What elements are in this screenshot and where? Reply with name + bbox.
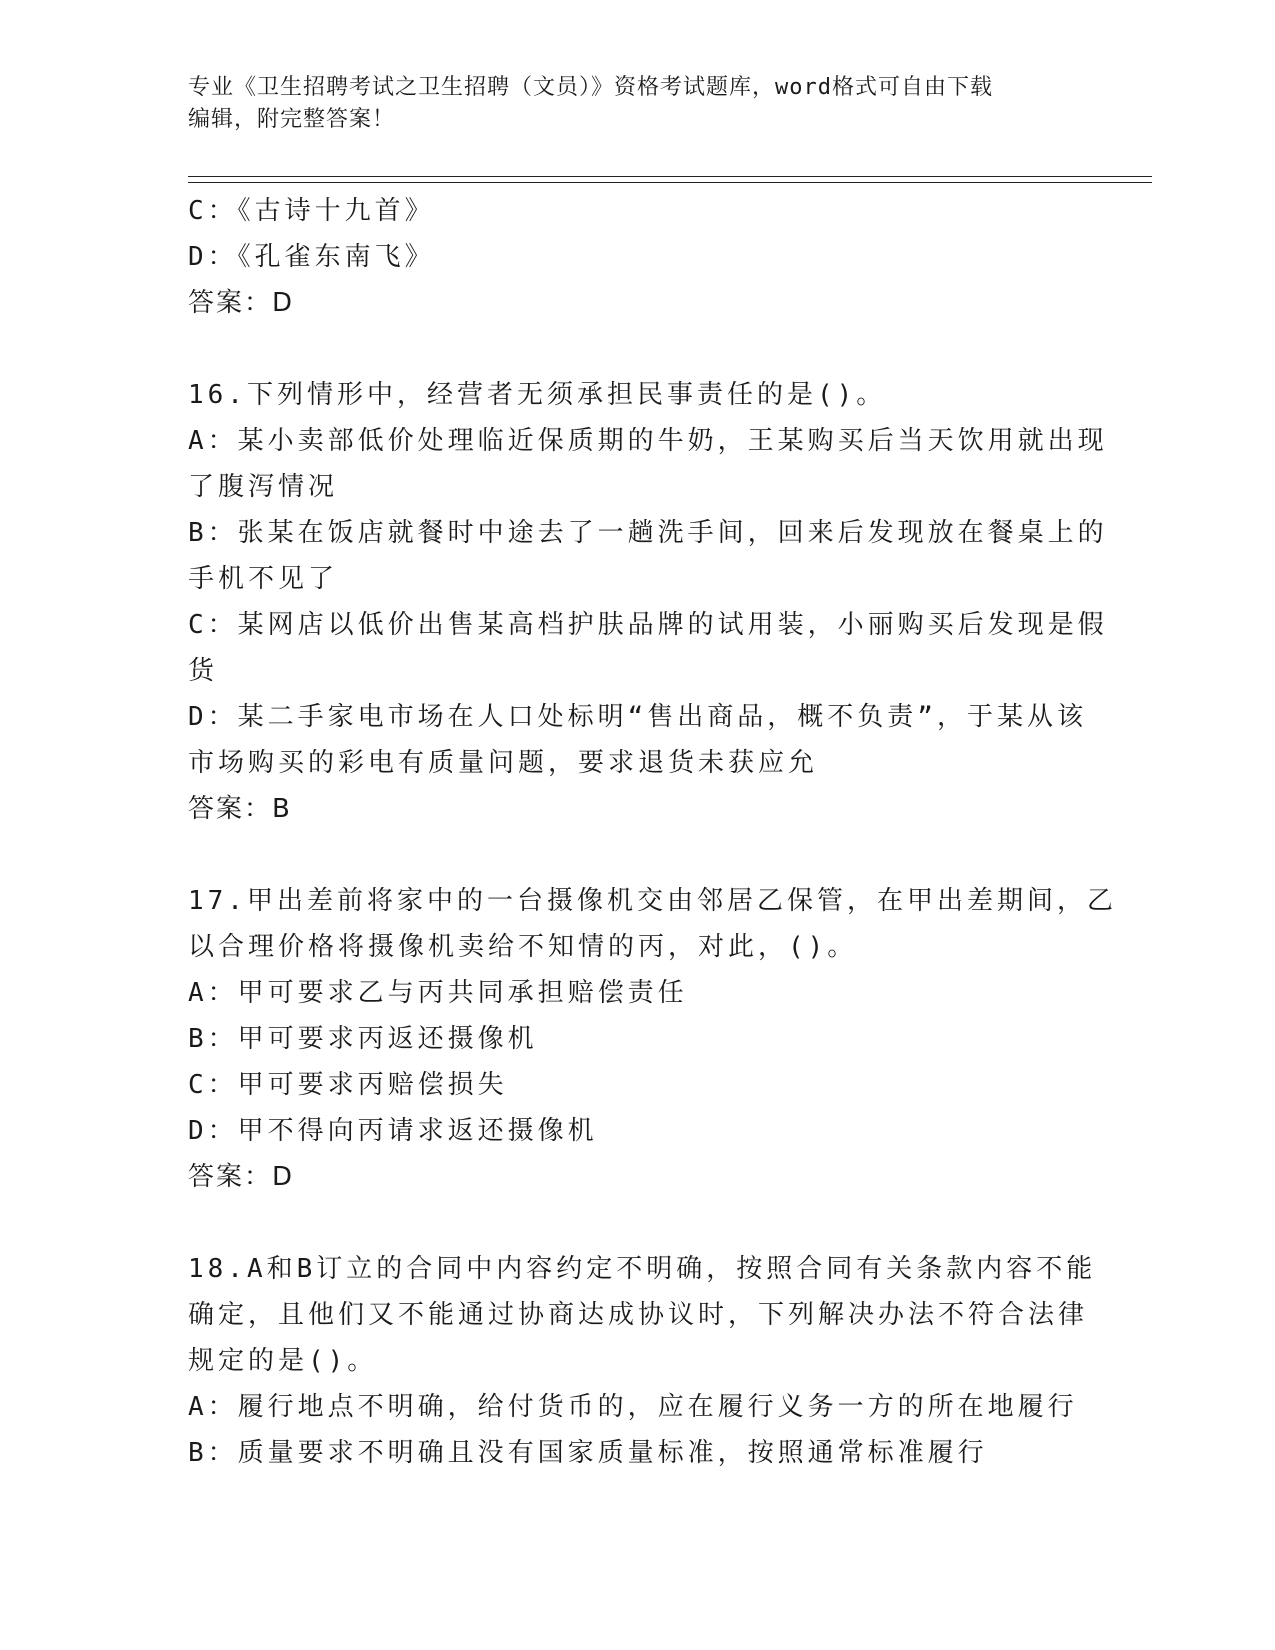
header-line-1: 专业《卫生招聘考试之卫生招聘（文员）》资格考试题库，word格式可自由下载 [188,75,993,100]
question-18 [188,1246,1097,1476]
spacer [188,326,1088,372]
question-16-option-b-cont: 手机不见了 [188,564,339,594]
question-18-option-b: B：质量要求不明确且没有国家质量标准，按照通常标准履行 [188,1438,988,1468]
question-16-option-a: A：某小卖部低价处理临近保质期的牛奶，王某购买后当天饮用就出现 [188,426,1108,456]
question-17-option-a: A：甲可要求乙与丙共同承担赔偿责任 [188,978,688,1008]
question-17-stem: 17.甲出差前将家中的一台摄像机交由邻居乙保管，在甲出差期间，乙 [188,886,1117,916]
header-line-2: 编辑，附完整答案！ [188,107,396,132]
question-16-answer: 答案：B [188,794,292,824]
spacer [188,832,1088,878]
document-header [188,72,1088,136]
question-15-option-c: C：《古诗十九首》 [188,196,435,226]
question-17-option-b: B：甲可要求丙返还摄像机 [188,1024,538,1054]
question-15-option-d: D：《孔雀东南飞》 [188,242,435,272]
question-16-stem: 16.下列情形中，经营者无须承担民事责任的是()。 [188,380,887,410]
question-16-option-d: D：某二手家电市场在人口处标明“售出商品，概不负责”，于某从该 [188,702,1087,732]
question-17-option-d: D：甲不得向丙请求返还摄像机 [188,1116,598,1146]
question-16-option-c: C：某网店以低价出售某高档护肤品牌的试用装，小丽购买后发现是假 [188,610,1108,640]
header-divider-top [188,176,1152,177]
question-18-stem: 18.A和B订立的合同中内容约定不明确，按照合同有关条款内容不能 [188,1254,1097,1284]
spacer [188,1200,1088,1246]
question-16-option-a-cont: 了腹泻情况 [188,472,339,502]
question-18-stem-cont-2: 规定的是()。 [188,1346,378,1376]
question-17 [188,878,1117,1200]
question-18-option-a: A：履行地点不明确，给付货币的，应在履行义务一方的所在地履行 [188,1392,1078,1422]
question-15-tail [188,188,1088,326]
question-16-option-d-cont: 市场购买的彩电有质量问题，要求退货未获应允 [188,748,819,778]
question-content [188,188,1117,1476]
question-16-option-c-cont: 货 [188,656,219,686]
question-17-option-c: C：甲可要求丙赔偿损失 [188,1070,508,1100]
header-divider-bottom [188,182,1152,183]
question-17-answer: 答案：D [188,1162,295,1192]
question-18-stem-cont-1: 确定，且他们又不能通过协商达成协议时，下列解决办法不符合法律 [188,1300,1089,1330]
question-16-option-b: B：张某在饭店就餐时中途去了一趟洗手间，回来后发现放在餐桌上的 [188,518,1108,548]
question-17-stem-cont: 以合理价格将摄像机卖给不知情的丙，对此，()。 [188,932,858,962]
question-16 [188,372,1108,832]
question-15-answer: 答案：D [188,288,295,318]
